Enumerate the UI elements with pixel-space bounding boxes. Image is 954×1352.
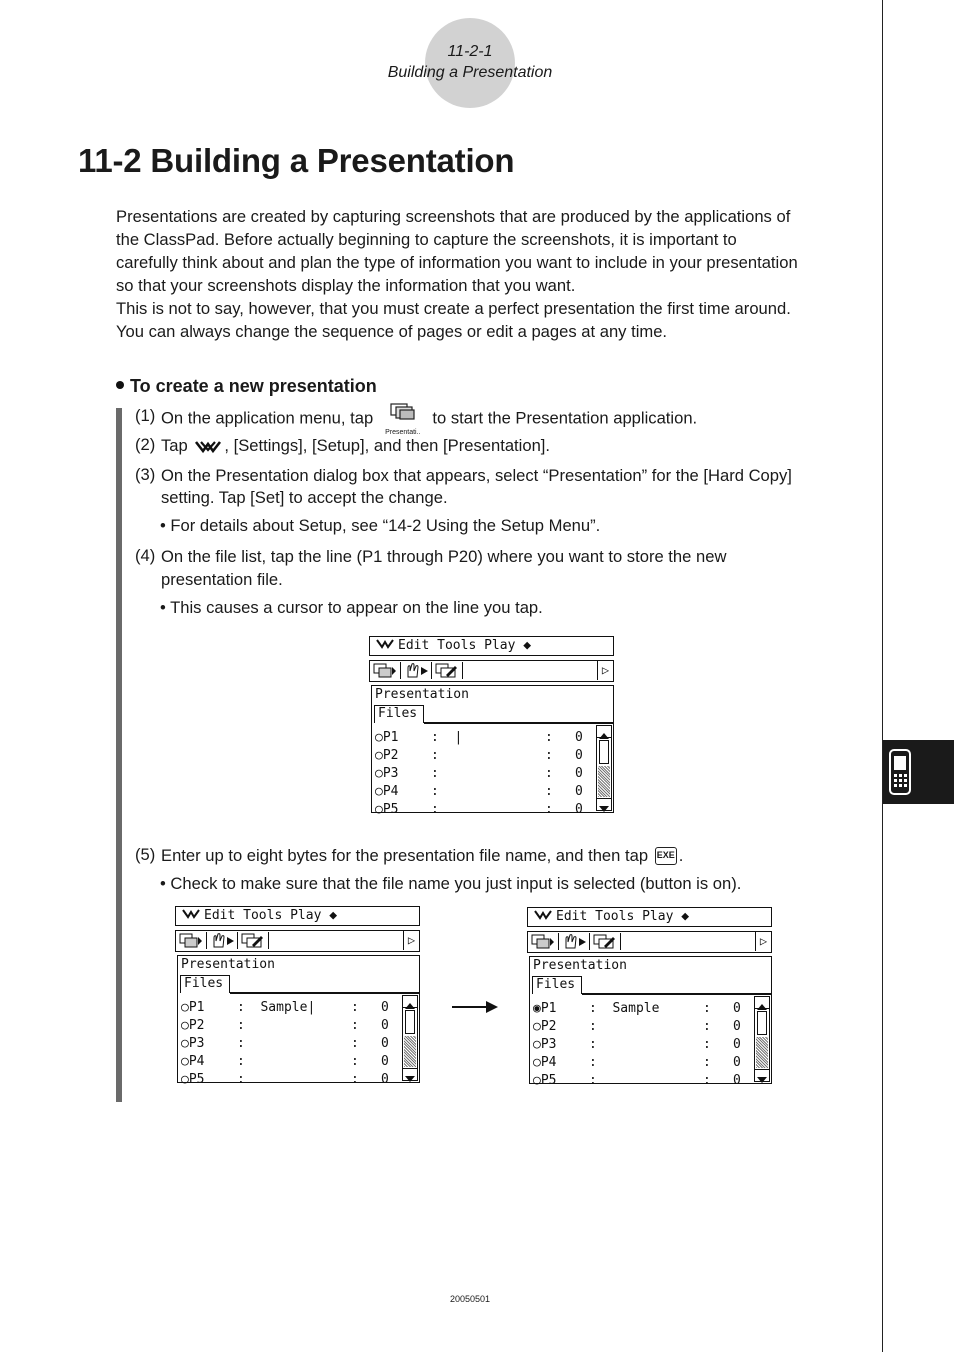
scroll-thumb[interactable]: [599, 740, 609, 764]
row-file: :: [237, 1072, 245, 1087]
right-margin-rule: [882, 0, 883, 1352]
new-page-tool-icon[interactable]: [177, 932, 207, 949]
step-number: (4): [135, 546, 156, 565]
step-number: (5): [135, 845, 156, 864]
row-file: :: [589, 1037, 597, 1052]
row-sep: :: [545, 784, 553, 799]
row-count: 0: [733, 1001, 741, 1016]
row-name: ○P3: [375, 766, 399, 781]
row-file: :: [431, 766, 439, 781]
file-row[interactable]: [533, 1072, 748, 1090]
list-scrollbar[interactable]: [754, 996, 770, 1082]
procedure-heading: [116, 376, 377, 397]
edit-page-tool-icon[interactable]: [433, 662, 463, 679]
file-row[interactable]: [375, 747, 590, 765]
step-2-after: , [Settings], [Setup], and then [Presentation].: [224, 436, 551, 455]
row-count: 0: [575, 784, 583, 799]
row-file: :: [431, 748, 439, 763]
menu-bar: [527, 907, 772, 927]
tab-files[interactable]: Files: [374, 705, 424, 723]
row-file: :: [237, 1036, 245, 1051]
header-circle: [425, 18, 515, 108]
toolbar: [175, 930, 420, 952]
footer-code: 20050501: [449, 1294, 491, 1304]
row-file: : |: [431, 730, 463, 745]
row-count: 0: [381, 1072, 389, 1087]
row-count: 0: [575, 766, 583, 781]
menu-chevron-icon: [194, 439, 222, 455]
row-name: ○P4: [181, 1054, 205, 1069]
row-file: :: [237, 1054, 245, 1069]
toolbar-scroll-right-icon[interactable]: ▷: [403, 931, 419, 950]
scroll-track: [756, 1037, 768, 1068]
scroll-down-icon[interactable]: [597, 798, 611, 810]
tab-files[interactable]: Files: [180, 975, 230, 993]
step-3-note: • For details about Setup, see “14-2 Using the Setup Menu”.: [160, 516, 601, 535]
scroll-up-icon[interactable]: [403, 996, 417, 1008]
row-sep: :: [351, 1018, 359, 1033]
file-panel: [177, 955, 420, 1087]
new-page-tool-icon[interactable]: [371, 662, 401, 679]
intro-line: the ClassPad. Before actually beginning to capture the screenshots, it is important to: [116, 230, 737, 249]
step-2-text: [161, 435, 550, 457]
step-5-text: [161, 845, 683, 867]
intro-text: [116, 205, 868, 343]
row-file: :: [589, 1073, 597, 1088]
row-sep: :: [351, 1036, 359, 1051]
scroll-thumb[interactable]: [757, 1011, 767, 1035]
row-count: 0: [575, 748, 583, 763]
row-sep: :: [351, 1000, 359, 1015]
step-number: (2): [135, 435, 156, 454]
step-1-text: [161, 406, 698, 436]
classpad-screen-1: [369, 636, 614, 817]
row-sep: :: [703, 1037, 711, 1052]
row-count: 0: [733, 1019, 741, 1034]
file-row[interactable]: [533, 1018, 748, 1036]
intro-line: Presentations are created by capturing screenshots that are produced by the applications of: [116, 207, 791, 226]
row-file: : Sample: [589, 1001, 660, 1016]
menu-bar: [175, 906, 420, 926]
row-file: :: [237, 1018, 245, 1033]
scroll-up-icon[interactable]: [755, 997, 769, 1009]
intro-line: This is not to say, however, that you must create a perfect presentation the first time around.: [116, 299, 791, 318]
file-row[interactable]: [181, 1035, 396, 1053]
row-sep: :: [351, 1072, 359, 1087]
page-title: 11-2 Building a Presentation: [78, 142, 515, 179]
step-4-note: • This causes a cursor to appear on the line you tap.: [160, 598, 543, 617]
row-count: 0: [733, 1055, 741, 1070]
row-count: 0: [381, 1054, 389, 1069]
row-name: ○P5: [181, 1072, 205, 1087]
row-name: ○P4: [533, 1055, 557, 1070]
tab-divider: [582, 993, 771, 995]
row-name: ○P3: [533, 1037, 557, 1052]
row-name: ○P2: [533, 1019, 557, 1034]
exe-key-icon: EXE: [655, 847, 677, 865]
scroll-down-icon[interactable]: [755, 1069, 769, 1081]
row-name: ○P5: [533, 1073, 557, 1088]
file-row[interactable]: [375, 729, 590, 747]
right-arrow-icon: [452, 999, 500, 1015]
list-scrollbar[interactable]: [402, 995, 418, 1081]
tab-files[interactable]: Files: [532, 976, 582, 994]
row-file: :: [431, 802, 439, 817]
row-file: : Sample|: [237, 1000, 316, 1015]
row-name: ○P5: [375, 802, 399, 817]
row-name: ○P1: [181, 1000, 205, 1015]
procedure-heading-text: To create a new presentation: [130, 376, 377, 396]
row-file: :: [589, 1055, 597, 1070]
row-sep: :: [703, 1055, 711, 1070]
file-row[interactable]: [375, 765, 590, 783]
chapter-side-tab: [883, 740, 954, 804]
row-file: :: [589, 1019, 597, 1034]
intro-line: so that your screenshots display the information that you want.: [116, 276, 576, 295]
row-count: 0: [733, 1037, 741, 1052]
row-count: 0: [381, 1000, 389, 1015]
step-5-after: .: [678, 846, 684, 865]
menu-bar: [369, 636, 614, 656]
file-row[interactable]: [181, 1071, 396, 1089]
row-name: ◉P1: [533, 1001, 557, 1016]
file-row[interactable]: [375, 783, 590, 801]
tab-divider: [424, 722, 613, 724]
file-row[interactable]: [533, 1000, 748, 1018]
step-3-line-2: setting. Tap [Set] to accept the change.: [161, 488, 448, 507]
row-file: :: [431, 784, 439, 799]
file-panel: [529, 956, 772, 1088]
hand-play-tool-icon[interactable]: [208, 932, 238, 949]
file-row[interactable]: [533, 1036, 748, 1054]
hand-play-tool-icon[interactable]: [560, 933, 590, 950]
toolbar-scroll-right-icon[interactable]: ▷: [755, 932, 771, 951]
row-count: 0: [381, 1036, 389, 1051]
file-row[interactable]: [181, 1053, 396, 1071]
menu-items[interactable]: Edit Tools Play ◆: [556, 909, 690, 924]
classpad-screen-2: [175, 906, 420, 1087]
new-page-tool-icon[interactable]: [529, 933, 559, 950]
row-sep: :: [545, 802, 553, 817]
intro-line: carefully think about and plan the type of information you want to include in your presentation: [116, 253, 798, 272]
file-panel: [371, 685, 614, 817]
menu-chevron-icon[interactable]: [534, 908, 556, 925]
row-name: ○P1: [375, 730, 399, 745]
hand-play-tool-icon[interactable]: [402, 662, 432, 679]
scroll-up-icon[interactable]: [597, 726, 611, 738]
tab-divider: [230, 992, 419, 994]
step-number: (1): [135, 406, 156, 425]
row-count: 0: [733, 1073, 741, 1088]
section-number: 11-2-1: [447, 43, 493, 60]
step-number: (3): [135, 465, 156, 484]
step-2-before: Tap: [161, 436, 188, 455]
row-sep: :: [351, 1054, 359, 1069]
menu-items[interactable]: Edit Tools Play ◆: [204, 908, 338, 923]
presentation-app-icon: [382, 403, 424, 436]
scroll-track: [404, 1036, 416, 1067]
row-sep: :: [545, 766, 553, 781]
row-count: 0: [575, 730, 583, 745]
file-row[interactable]: [181, 999, 396, 1017]
row-count: 0: [575, 802, 583, 817]
file-row[interactable]: [533, 1054, 748, 1072]
panel-title: Presentation: [533, 958, 627, 973]
row-sep: :: [703, 1073, 711, 1088]
scroll-down-icon[interactable]: [403, 1068, 417, 1080]
row-count: 0: [381, 1018, 389, 1033]
step-4-line-2: presentation file.: [161, 570, 283, 589]
bullet-dot-icon: [116, 381, 124, 389]
scroll-thumb[interactable]: [405, 1010, 415, 1034]
menu-chevron-icon[interactable]: [376, 637, 398, 654]
classpad-screen-3: [527, 907, 772, 1088]
toolbar-scroll-right-icon[interactable]: ▷: [597, 661, 613, 680]
row-name: ○P4: [375, 784, 399, 799]
step-5-note: • Check to make sure that the file name you just input is selected (button is on).: [160, 874, 742, 893]
edit-page-tool-icon[interactable]: [591, 933, 621, 950]
toolbar: [527, 931, 772, 953]
edit-page-tool-icon[interactable]: [239, 932, 269, 949]
step-1-before: On the application menu, tap: [161, 408, 374, 428]
step-1-after: to start the Presentation application.: [432, 408, 698, 428]
row-name: ○P2: [375, 748, 399, 763]
scroll-track: [598, 766, 610, 797]
step-4-line-1: On the file list, tap the line (P1 through P20) where you want to store the new: [161, 547, 727, 566]
row-name: ○P2: [181, 1018, 205, 1033]
steps-side-bar: [116, 408, 122, 1102]
row-sep: :: [545, 730, 553, 745]
row-name: ○P3: [181, 1036, 205, 1051]
menu-chevron-icon[interactable]: [182, 907, 204, 924]
list-scrollbar[interactable]: [596, 725, 612, 811]
row-sep: :: [703, 1019, 711, 1034]
intro-line: You can always change the sequence of pages or edit a pages at any time.: [116, 322, 668, 341]
menu-items[interactable]: Edit Tools Play ◆: [398, 638, 532, 653]
toolbar: [369, 660, 614, 682]
app-icon-caption: Presentati..: [385, 429, 421, 436]
file-row[interactable]: [375, 801, 590, 819]
row-sep: :: [545, 748, 553, 763]
file-row[interactable]: [181, 1017, 396, 1035]
step-3-line-1: On the Presentation dialog box that appears, select “Presentation” for the [Hard Copy]: [161, 466, 792, 485]
calculator-icon: [888, 748, 912, 796]
panel-title: Presentation: [375, 687, 469, 702]
step-5-before: Enter up to eight bytes for the presentation file name, and then tap: [161, 846, 649, 865]
panel-title: Presentation: [181, 957, 275, 972]
row-sep: :: [703, 1001, 711, 1016]
section-title: Building a Presentation: [387, 64, 553, 81]
